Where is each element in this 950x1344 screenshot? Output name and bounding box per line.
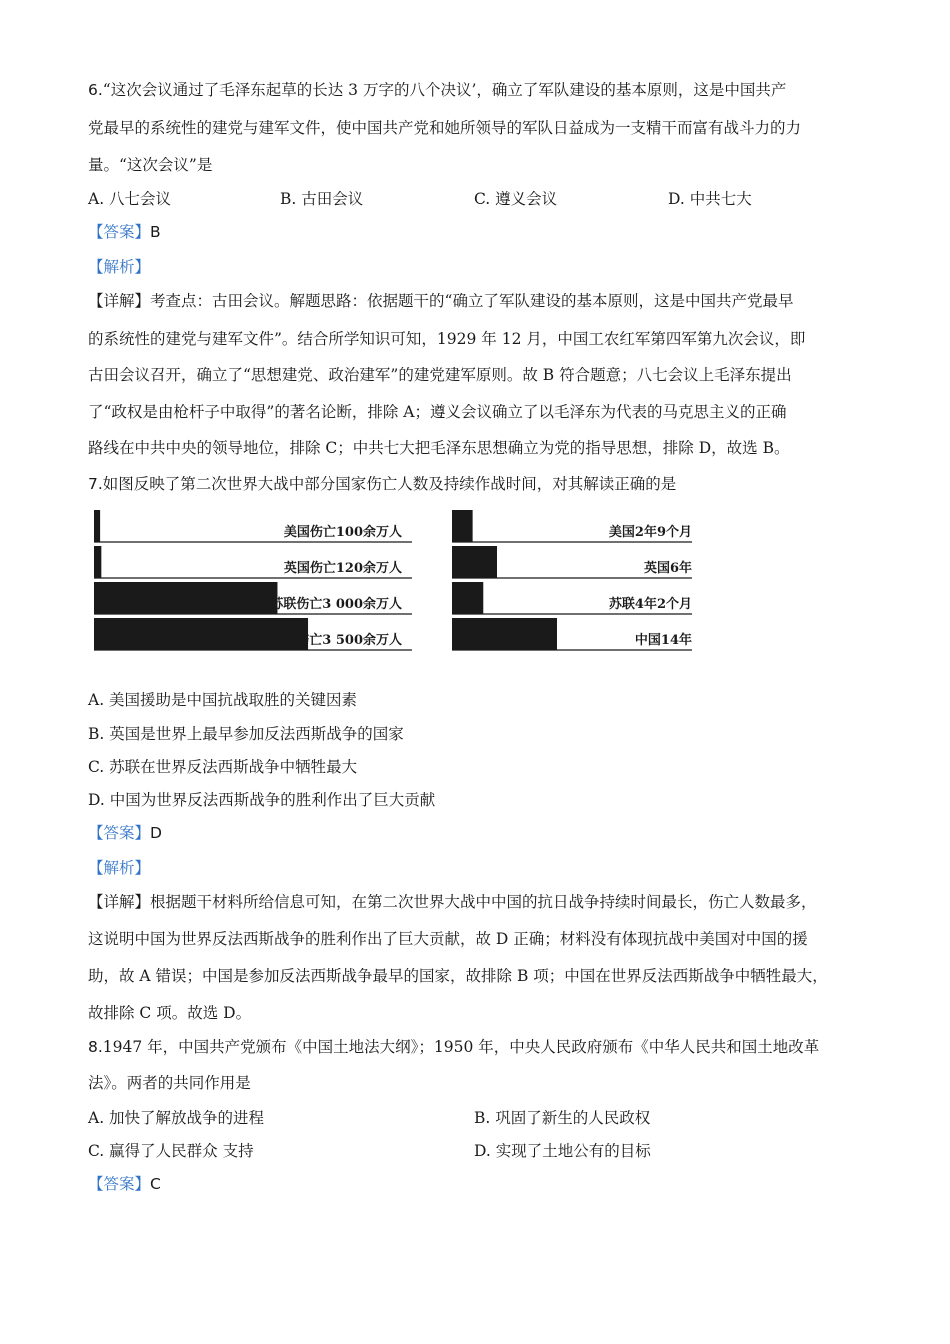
q7-detail-line-3: 助，故 A 错误；中国是参加反法西斯战争最早的国家，故排除 B 项；中国在世界反法西斯战争中牺牲最大， <box>88 967 828 985</box>
q8-option-c[interactable]: C. 赢得了人民群众 支持 <box>88 1142 254 1160</box>
q8-stem-line-1: 8.1947 年，中国共产党颁布《中国土地法大纲》；1950 年，中央人民政府颁布《中华人民共和国土地改革 <box>88 1038 820 1056</box>
q6-detail-line-5: 路线在中共中央的领导地位，排除 C；中共七大把毛泽东思想确立为党的指导思想，排除 D，故选 B。 <box>88 439 790 457</box>
duration-label-美国: 美国2年9个月 <box>608 525 692 540</box>
q6-stem-line-3: 量。“这次会议”是 <box>88 156 213 174</box>
q8-number: 8. <box>88 1038 103 1056</box>
casualties-chart <box>94 510 412 650</box>
q7-analysis <box>88 858 150 878</box>
casualty-bar-苏联 <box>94 582 277 614</box>
q6-detail-line-2: 的系统性的建党与建军文件”。结合所学知识可知，1929 年 12 月，中国工农红军第四军第九次会议，即 <box>88 330 806 348</box>
q6-stem-line-1: 6.“这次会议通过了毛泽东起草的长达 3 万字的八个决议’，确立了军队建设的基本原则，这是中国共产 <box>88 81 787 99</box>
q7-stem: 7.如图反映了第二次世界大战中部分国家伤亡人数及持续作战时间，对其解读正确的是 <box>88 475 677 493</box>
casualty-label-中国: 中国伤亡3 500余万人 <box>270 633 402 648</box>
q7-number: 7. <box>88 475 103 493</box>
answer-label: 【答案】 <box>88 223 151 241</box>
q6-option-d[interactable]: D. 中共七大 <box>668 190 752 208</box>
duration-bar-英国 <box>452 546 497 578</box>
q6-option-b[interactable]: B. 古田会议 <box>280 190 364 208</box>
q8-answer <box>88 1174 161 1194</box>
q7-option-d[interactable]: D. 中国为世界反法西斯战争的胜利作出了巨大贡献 <box>88 791 436 809</box>
casualty-label-美国: 美国伤亡100余万人 <box>283 525 402 540</box>
duration-bar-美国 <box>452 510 473 542</box>
q6-option-a[interactable]: A. 八七会议 <box>88 190 172 208</box>
q8-option-b[interactable]: B. 巩固了新生的人民政权 <box>474 1109 651 1127</box>
detail-label: 【详解】 <box>88 893 151 911</box>
duration-bar-中国 <box>452 618 557 650</box>
q6-detail-line-1: 【详解】考查点：古田会议。解题思路：依据题干的“确立了军队建设的基本原则，这是中国共产党最早 <box>88 292 794 310</box>
q6-analysis <box>88 257 150 277</box>
detail-label: 【详解】 <box>88 292 151 310</box>
q7-answer <box>88 823 162 843</box>
casualty-label-英国: 英国伤亡120余万人 <box>283 561 402 576</box>
q6-stem-line-2: 党最早的系统性的建党与建军文件，使中国共产党和她所领导的军队日益成为一支精干而富有战斗力的力 <box>88 119 802 137</box>
duration-chart <box>452 510 692 650</box>
duration-bar-苏联 <box>452 582 483 614</box>
answer-value: D <box>150 824 162 842</box>
casualty-label-苏联: 苏联伤亡3 000余万人 <box>270 597 402 612</box>
casualty-bar-美国 <box>94 510 100 542</box>
q8-stem-line-2: 法》。两者的共同作用是 <box>88 1074 251 1092</box>
q7-option-a[interactable]: A. 美国援助是中国抗战取胜的关键因素 <box>88 691 358 709</box>
analysis-label: 【解析】 <box>88 859 151 877</box>
duration-label-苏联: 苏联4年2个月 <box>608 597 692 612</box>
answer-value: C <box>150 1175 161 1193</box>
answer-value: B <box>150 223 161 241</box>
q7-option-b[interactable]: B. 英国是世界上最早参加反法西斯战争的国家 <box>88 725 404 743</box>
casualty-bar-英国 <box>94 546 101 578</box>
duration-label-中国: 中国14年 <box>634 633 692 648</box>
answer-label: 【答案】 <box>88 1175 151 1193</box>
q6-answer <box>88 222 161 242</box>
q7-chart <box>92 506 702 662</box>
q6-detail-line-3: 古田会议召开，确立了“思想建党、政治建军”的建党建军原则。故 B 符合题意；八七会议上毛泽东提出 <box>88 366 792 384</box>
answer-label: 【答案】 <box>88 824 151 842</box>
q7-detail-line-4: 故排除 C 项。故选 D。 <box>88 1004 252 1022</box>
q6-number: 6. <box>88 81 103 99</box>
q6-detail-line-4: 了“政权是由枪杆子中取得”的著名论断，排除 A；遵义会议确立了以毛泽东为代表的马克思主义的正确 <box>88 403 787 421</box>
duration-label-英国: 英国6年 <box>643 561 692 576</box>
q7-option-c[interactable]: C. 苏联在世界反法西斯战争中牺牲最大 <box>88 758 358 776</box>
q6-option-c[interactable]: C. 遵义会议 <box>474 190 558 208</box>
analysis-label: 【解析】 <box>88 258 151 276</box>
q8-option-a[interactable]: A. 加快了解放战争的进程 <box>88 1109 265 1127</box>
q7-detail-line-1: 【详解】根据题干材料所给信息可知，在第二次世界大战中中国的抗日战争持续时间最长，伤亡人数最多， <box>88 893 817 911</box>
q8-option-d[interactable]: D. 实现了土地公有的目标 <box>474 1142 651 1160</box>
q7-detail-line-2: 这说明中国为世界反法西斯战争的胜利作出了巨大贡献，故 D 正确；材料没有体现抗战中美国对中国的援 <box>88 930 808 948</box>
